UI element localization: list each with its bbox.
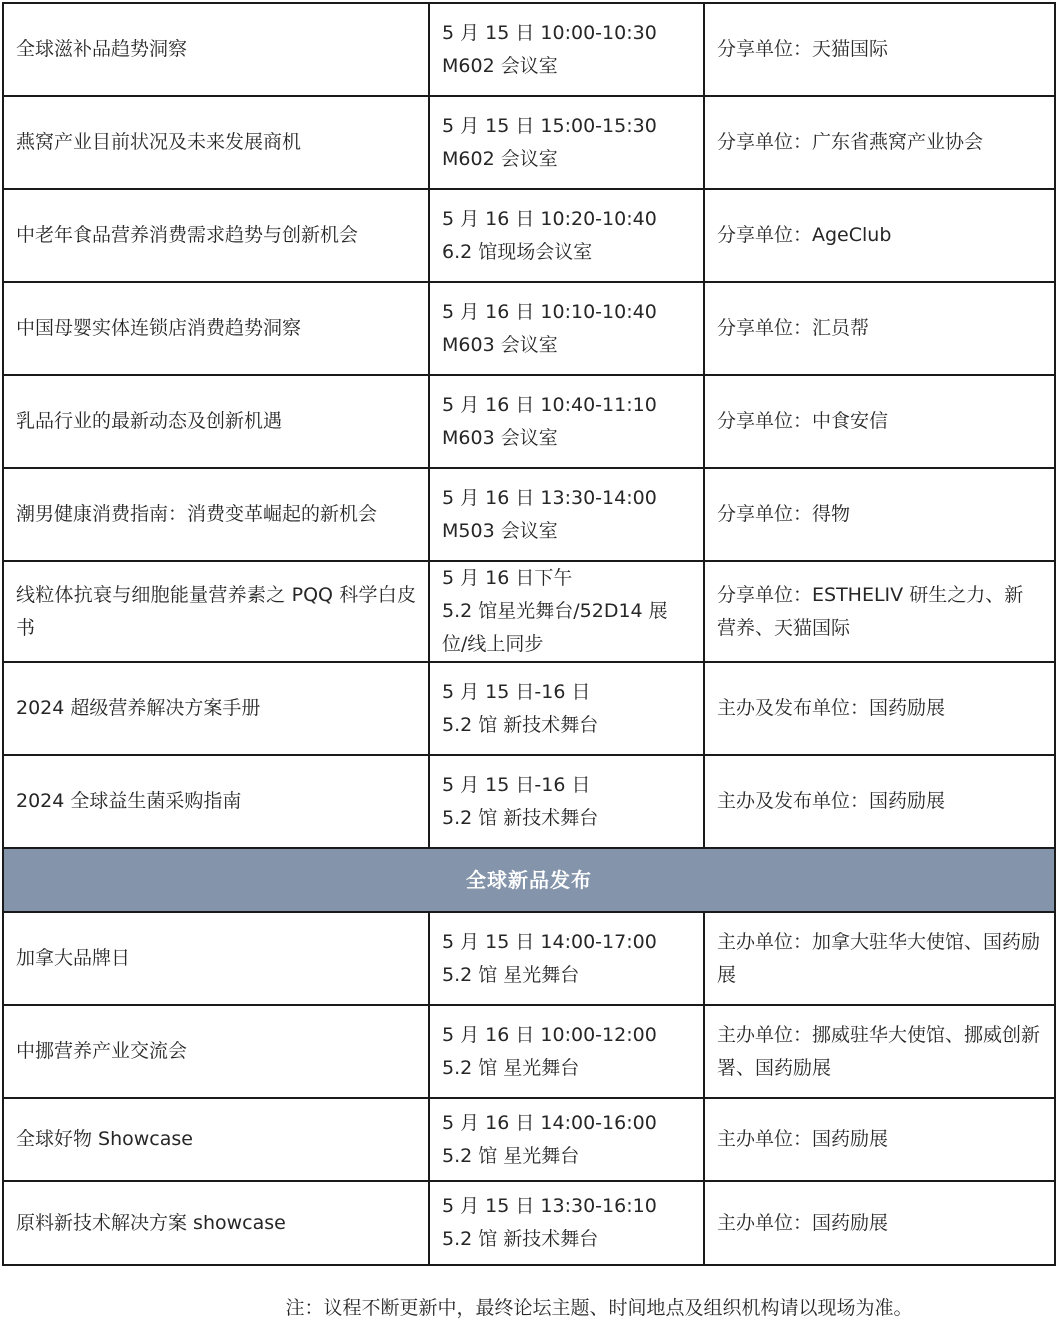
time-date: 5 月 16 日 10:20-10:40: [442, 207, 657, 230]
unit-cell: 主办单位：加拿大驻华大使馆、国药励展: [704, 912, 1055, 1005]
unit-cell: 分享单位：中食安信: [704, 375, 1055, 468]
time-cell: [429, 561, 704, 662]
unit-cell: 分享单位：汇员帮: [704, 282, 1055, 375]
time-date: 5 月 15 日 10:00-10:30: [442, 21, 657, 44]
table-row: [3, 1098, 1055, 1181]
unit-cell: 分享单位：天猫国际: [704, 3, 1055, 96]
time-venue: M503 会议室: [442, 519, 558, 542]
topic-cell: 乳品行业的最新动态及创新机遇: [3, 375, 429, 468]
topic-cell: 线粒体抗衰与细胞能量营养素之 PQQ 科学白皮书: [3, 561, 429, 662]
topic-cell: 潮男健康消费指南：消费变革崛起的新机会: [3, 468, 429, 561]
time-date: 5 月 16 日下午: [442, 567, 573, 589]
unit-cell: 主办及发布单位：国药励展: [704, 755, 1055, 848]
unit-cell: 分享单位：得物: [704, 468, 1055, 561]
unit-cell: 分享单位：ESTHELIV 研生之力、新营养、天猫国际: [704, 561, 1055, 662]
time-date: 5 月 15 日-16 日: [442, 680, 591, 703]
table-row: [3, 662, 1055, 755]
topic-cell: 全球好物 Showcase: [3, 1098, 429, 1181]
time-cell: [429, 189, 704, 282]
unit-cell: 主办单位：国药励展: [704, 1181, 1055, 1265]
table-row: [3, 3, 1055, 96]
table-row: [3, 96, 1055, 189]
time-date: 5 月 16 日 10:10-10:40: [442, 300, 657, 323]
unit-cell: 主办及发布单位：国药励展: [704, 662, 1055, 755]
time-venue: 5.2 馆 星光舞台: [442, 1056, 580, 1079]
agenda-table: [2, 2, 1056, 1266]
time-cell: [429, 3, 704, 96]
table-row: [3, 282, 1055, 375]
table-row: [3, 375, 1055, 468]
table-row: [3, 912, 1055, 1005]
time-venue: 5.2 馆 星光舞台: [442, 963, 580, 986]
section-header: 全球新品发布: [3, 848, 1055, 912]
time-cell: [429, 662, 704, 755]
time-date: 5 月 15 日-16 日: [442, 773, 591, 796]
time-venue: 6.2 馆现场会议室: [442, 240, 593, 263]
time-venue: M602 会议室: [442, 147, 558, 170]
time-venue: 5.2 馆 新技术舞台: [442, 1228, 599, 1250]
time-cell: [429, 1098, 704, 1181]
topic-cell: 中国母婴实体连锁店消费趋势洞察: [3, 282, 429, 375]
table-row: [3, 468, 1055, 561]
table-row: [3, 755, 1055, 848]
topic-cell: 中挪营养产业交流会: [3, 1005, 429, 1098]
time-date: 5 月 16 日 13:30-14:00: [442, 486, 657, 509]
time-venue: 5.2 馆 新技术舞台: [442, 713, 599, 736]
topic-cell: 中老年食品营养消费需求趋势与创新机会: [3, 189, 429, 282]
topic-cell: 燕窝产业目前状况及未来发展商机: [3, 96, 429, 189]
footnote: 注：议程不断更新中，最终论坛主题、时间地点及组织机构请以现场为准。: [285, 1297, 913, 1319]
table-row: [3, 561, 1055, 662]
unit-cell: 主办单位：国药励展: [704, 1098, 1055, 1181]
topic-cell: 原料新技术解决方案 showcase: [3, 1181, 429, 1265]
time-venue: 5.2 馆 新技术舞台: [442, 806, 599, 829]
time-cell: [429, 96, 704, 189]
time-date: 5 月 15 日 15:00-15:30: [442, 114, 657, 137]
time-cell: [429, 1181, 704, 1265]
table-row: [3, 1005, 1055, 1098]
topic-cell: 加拿大品牌日: [3, 912, 429, 1005]
time-venue: M603 会议室: [442, 426, 558, 449]
time-venue: M603 会议室: [442, 333, 558, 356]
table-row: [3, 189, 1055, 282]
time-venue: 5.2 馆 星光舞台: [442, 1144, 580, 1167]
time-date: 5 月 16 日 14:00-16:00: [442, 1111, 657, 1134]
time-date: 5 月 16 日 10:40-11:10: [442, 393, 657, 416]
section-header-row: [3, 848, 1055, 912]
time-cell: [429, 468, 704, 561]
unit-cell: 主办单位：挪威驻华大使馆、挪威创新署、国药励展: [704, 1005, 1055, 1098]
time-cell: [429, 1005, 704, 1098]
time-cell: [429, 375, 704, 468]
time-date: 5 月 15 日 13:30-16:10: [442, 1195, 657, 1217]
time-date: 5 月 15 日 14:00-17:00: [442, 930, 657, 953]
time-cell: [429, 755, 704, 848]
time-date: 5 月 16 日 10:00-12:00: [442, 1023, 657, 1046]
unit-cell: 分享单位：广东省燕窝产业协会: [704, 96, 1055, 189]
time-cell: [429, 282, 704, 375]
table-row: [3, 1181, 1055, 1265]
topic-cell: 2024 全球益生菌采购指南: [3, 755, 429, 848]
topic-cell: 2024 超级营养解决方案手册: [3, 662, 429, 755]
unit-cell: 分享单位：AgeClub: [704, 189, 1055, 282]
time-venue: 5.2 馆星光舞台/52D14 展位/线上同步: [442, 600, 668, 655]
time-venue: M602 会议室: [442, 54, 558, 77]
time-cell: [429, 912, 704, 1005]
topic-cell: 全球滋补品趋势洞察: [3, 3, 429, 96]
